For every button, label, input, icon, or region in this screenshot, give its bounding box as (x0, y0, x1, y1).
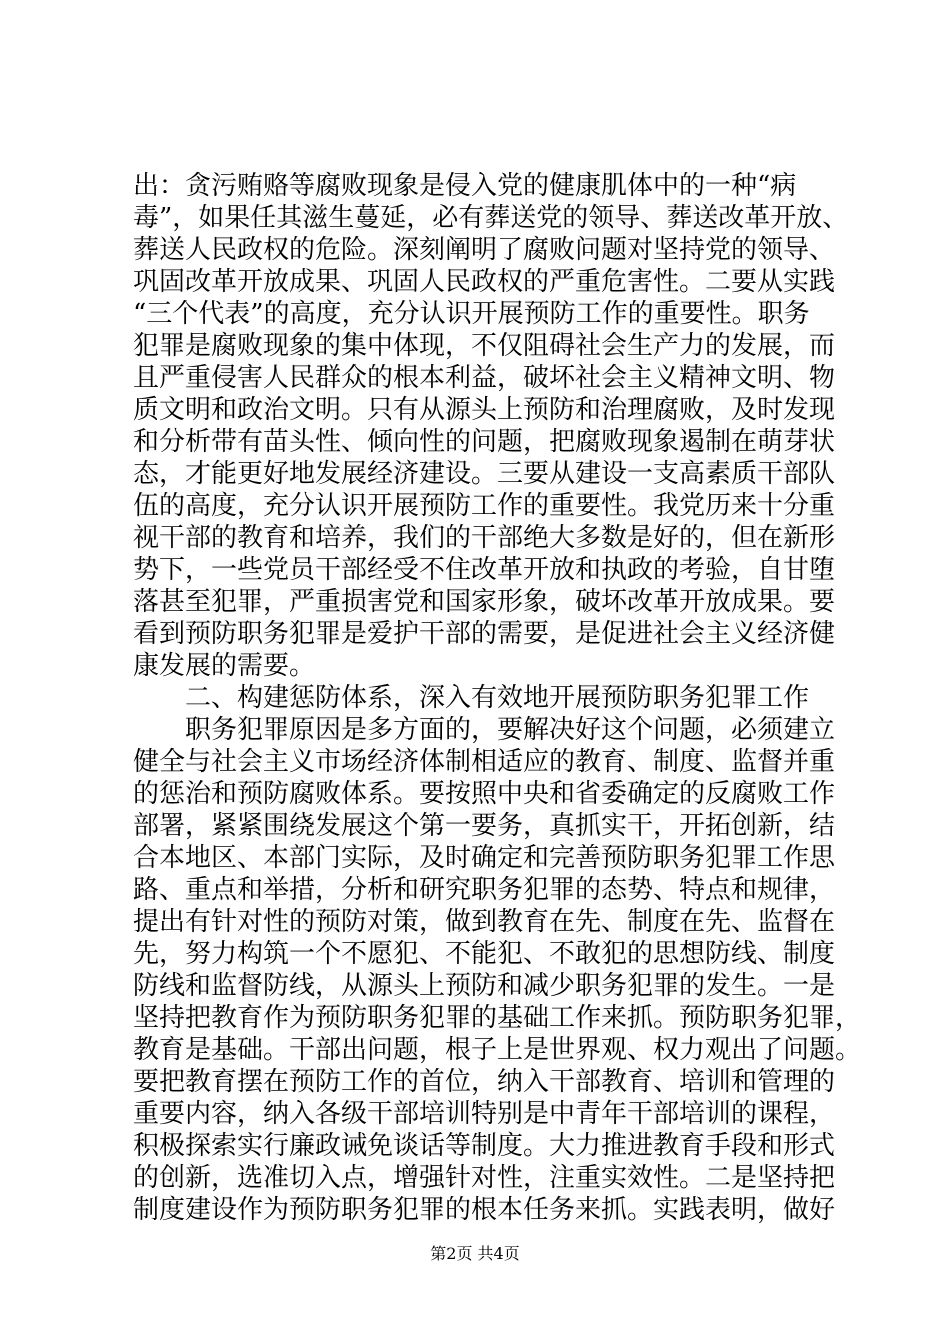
text-line: 落甚至犯罪，严重损害党和国家形象，破坏改革开放成果。要 (133, 587, 836, 617)
text-line: 看到预防职务犯罪是爱护干部的需要，是促进社会主义经济健 (133, 619, 836, 649)
text-line: 先，努力构筑一个不愿犯、不能犯、不敢犯的思想防线、制度 (133, 939, 836, 969)
text-line: 势下，一些党员干部经受不住改革开放和执政的考验，自甘堕 (133, 555, 836, 585)
text-line: 制度建设作为预防职务犯罪的根本任务来抓。实践表明，做好 (133, 1195, 836, 1225)
body-text (133, 170, 862, 1226)
text-line: 且严重侵害人民群众的根本利益，破坏社会主义精神文明、物 (133, 363, 836, 393)
text-line: 健全与社会主义市场经济体制相适应的教育、制度、监督并重 (133, 747, 836, 777)
text-line: 毒”，如果任其滋生蔓延，必有葬送党的领导、葬送改革开放、 (133, 203, 849, 233)
text-line: 葬送人民政权的危险。深刻阐明了腐败问题对坚持党的领导、 (133, 235, 836, 265)
text-line: 犯罪是腐败现象的集中体现，不仅阻碍社会生产力的发展，而 (133, 331, 836, 361)
text-line: 伍的高度，充分认识开展预防工作的重要性。我党历来十分重 (133, 491, 836, 521)
text-line: 部署，紧紧围绕发展这个第一要务，真抓实干，开拓创新，结 (133, 811, 836, 841)
text-line: 防线和监督防线，从源头上预防和减少职务犯罪的发生。一是 (133, 971, 836, 1001)
text-line: 合本地区、本部门实际，及时确定和完善预防职务犯罪工作思 (133, 843, 836, 873)
text-line: 的惩治和预防腐败体系。要按照中央和省委确定的反腐败工作 (133, 779, 836, 809)
text-line: 质文明和政治文明。只有从源头上预防和治理腐败，及时发现 (133, 395, 836, 425)
text-line: “三个代表”的高度，充分认识开展预防工作的重要性。职务 (133, 299, 810, 329)
text-line: 和分析带有苗头性、倾向性的问题，把腐败现象遏制在萌芽状 (133, 427, 836, 457)
text-line: 坚持把教育作为预防职务犯罪的基础工作来抓。预防职务犯罪， (133, 1003, 862, 1033)
text-line: 的创新，选准切入点，增强针对性，注重实效性。二是坚持把 (133, 1163, 836, 1193)
text-line: 态，才能更好地发展经济建设。三要从建设一支高素质干部队 (133, 459, 836, 489)
text-line: 重要内容，纳入各级干部培训特别是中青年干部培训的课程， (133, 1099, 836, 1129)
text-line: 积极探索实行廉政诫免谈话等制度。大力推进教育手段和形式 (133, 1131, 836, 1161)
text-line: 教育是基础。干部出问题，根子上是世界观、权力观出了问题。 (133, 1035, 862, 1065)
text-line: 职务犯罪原因是多方面的，要解决好这个问题，必须建立 (133, 715, 836, 745)
page-footer: 第2页 共4页 (430, 1244, 520, 1263)
text-line: 巩固改革开放成果、巩固人民政权的严重危害性。二要从实践 (133, 267, 836, 297)
text-line: 路、重点和举措，分析和研究职务犯罪的态势、特点和规律， (133, 875, 836, 905)
text-line: 出：贪污贿赂等腐败现象是侵入党的健康肌体中的一种“病 (133, 171, 797, 201)
text-line: 提出有针对性的预防对策，做到教育在先、制度在先、监督在 (133, 907, 836, 937)
text-line: 视干部的教育和培养，我们的干部绝大多数是好的，但在新形 (133, 523, 836, 553)
text-line: 要把教育摆在预防工作的首位，纳入干部教育、培训和管理的 (133, 1067, 836, 1097)
text-line: 康发展的需要。 (133, 651, 316, 681)
text-line: 二、构建惩防体系，深入有效地开展预防职务犯罪工作 (133, 683, 810, 713)
